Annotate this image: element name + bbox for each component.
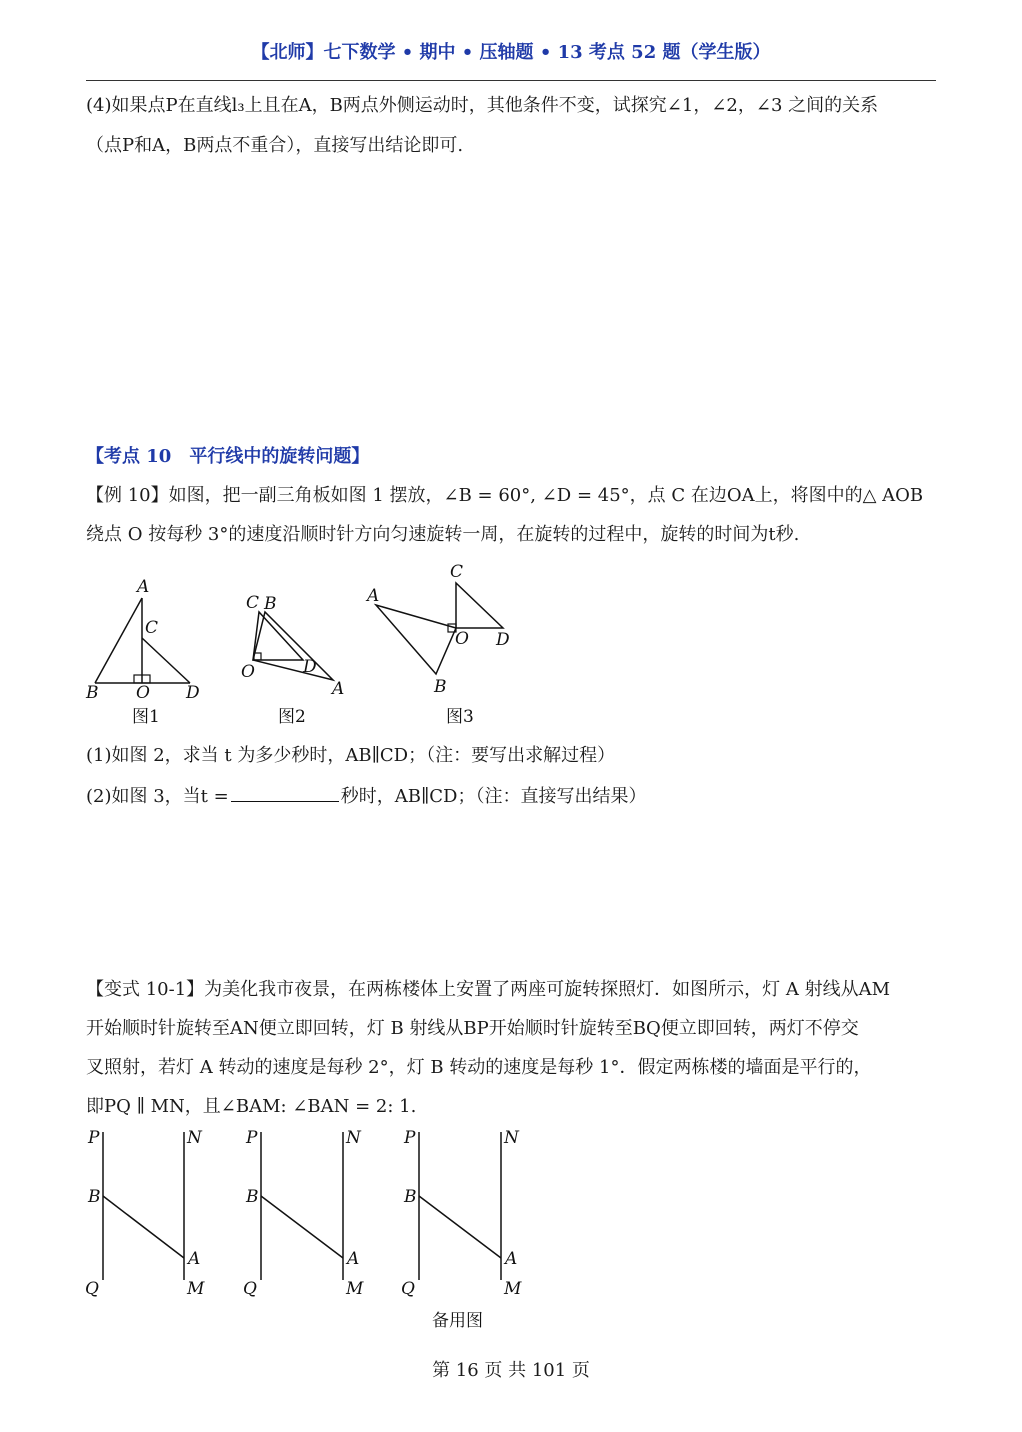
figure-1 — [85, 577, 200, 727]
fig3-label-a: A — [367, 586, 380, 606]
v2-label-a: A — [347, 1249, 360, 1269]
v3-label-p: P — [404, 1128, 416, 1148]
v1-label-a: A — [188, 1249, 201, 1269]
fig3-label-d: D — [496, 630, 510, 650]
q4-line1: (4)如果点P在直线l₃上且在A，B两点外侧运动时，其他条件不变，试探究∠1，∠2，∠3 之间的关系 — [86, 95, 879, 116]
v1-label-b: B — [88, 1187, 101, 1207]
page-footer: 第 16 页 共 101 页 — [432, 1360, 590, 1381]
variant-line1: 【变式 10-1】为美化我市夜景，在两栋楼体上安置了两座可旋转探照灯．如图所示，灯 A 射线从AM — [86, 979, 891, 1000]
fig1-label-b: B — [86, 683, 99, 703]
variant-figure-1 — [85, 1128, 205, 1299]
q4-line2: （点P和A，B两点不重合），直接写出结论即可. — [86, 135, 464, 156]
fig1-label-o: O — [136, 683, 150, 703]
fig3-label-o: O — [455, 629, 469, 649]
spare-figure-caption: 备用图 — [432, 1311, 483, 1331]
v1-label-m: M — [187, 1279, 205, 1299]
v2-label-m: M — [346, 1279, 364, 1299]
fig2-label-c: C — [246, 593, 260, 613]
variant-line4: 即PQ ∥ MN，且∠BAM: ∠BAN = 2: 1. — [86, 1096, 417, 1117]
v2-label-p: P — [246, 1128, 258, 1148]
variant-line2: 开始顺时针旋转至AN便立即回转，灯 B 射线从BP开始顺时针旋转至BQ便立即回转，两灯不停交 — [86, 1018, 859, 1039]
example10-q1: (1)如图 2，求当 t 为多少秒时，AB∥CD；（注：要写出求解过程） — [86, 745, 616, 766]
v3-label-q: Q — [401, 1279, 415, 1299]
figure-2 — [241, 593, 344, 727]
fig1-caption: 图1 — [132, 707, 160, 727]
q2-prefix: (2)如图 3，当t = — [86, 786, 229, 807]
figure-3 — [365, 562, 510, 727]
fig3-caption: 图3 — [446, 707, 474, 727]
v2-label-b: B — [246, 1187, 259, 1207]
v3-label-m: M — [504, 1279, 522, 1299]
page-header: 【北师】七下数学 • 期中 • 压轴题 • 13 考点 52 题（学生版） — [251, 42, 771, 63]
v1-label-p: P — [88, 1128, 100, 1148]
fig1-label-d: D — [186, 683, 200, 703]
fig2-caption: 图2 — [278, 707, 306, 727]
variant-line3: 叉照射，若灯 A 转动的速度是每秒 2°，灯 B 转动的速度是每秒 1°．假定两栋楼的墙面是平行的， — [86, 1057, 872, 1078]
example10-line2: 绕点 O 按每秒 3°的速度沿顺时针方向匀速旋转一周，在旋转的过程中，旋转的时间为t秒. — [86, 524, 800, 545]
v1-label-n: N — [187, 1128, 202, 1148]
variant-figure-3 — [401, 1128, 522, 1331]
v2-label-n: N — [346, 1128, 361, 1148]
fig1-label-c: C — [145, 618, 159, 638]
fig2-label-b: B — [264, 594, 277, 614]
v2-label-q: Q — [243, 1279, 257, 1299]
section10-title: 【考点 10 平行线中的旋转问题】 — [86, 446, 370, 467]
fig1-label-a: A — [137, 577, 150, 597]
fig3-label-c: C — [450, 562, 464, 582]
v1-label-q: Q — [85, 1279, 99, 1299]
variant-figure-2 — [243, 1128, 364, 1299]
fig2-label-a: A — [332, 679, 345, 699]
fig2-label-d: D — [303, 657, 317, 677]
q2-suffix: 秒时，AB∥CD；（注：直接写出结果） — [340, 786, 647, 807]
example10-line1: 【例 10】如图，把一副三角板如图 1 摆放，∠B = 60°, ∠D = 45°，点 C 在边OA上，将图中的△ AOB — [86, 485, 924, 506]
v3-label-n: N — [504, 1128, 519, 1148]
fig2-label-o: O — [241, 662, 255, 682]
answer-blank — [231, 783, 339, 802]
v3-label-b: B — [404, 1187, 417, 1207]
fig3-label-b: B — [434, 677, 447, 697]
example10-q2 — [86, 783, 646, 809]
v3-label-a: A — [505, 1249, 518, 1269]
